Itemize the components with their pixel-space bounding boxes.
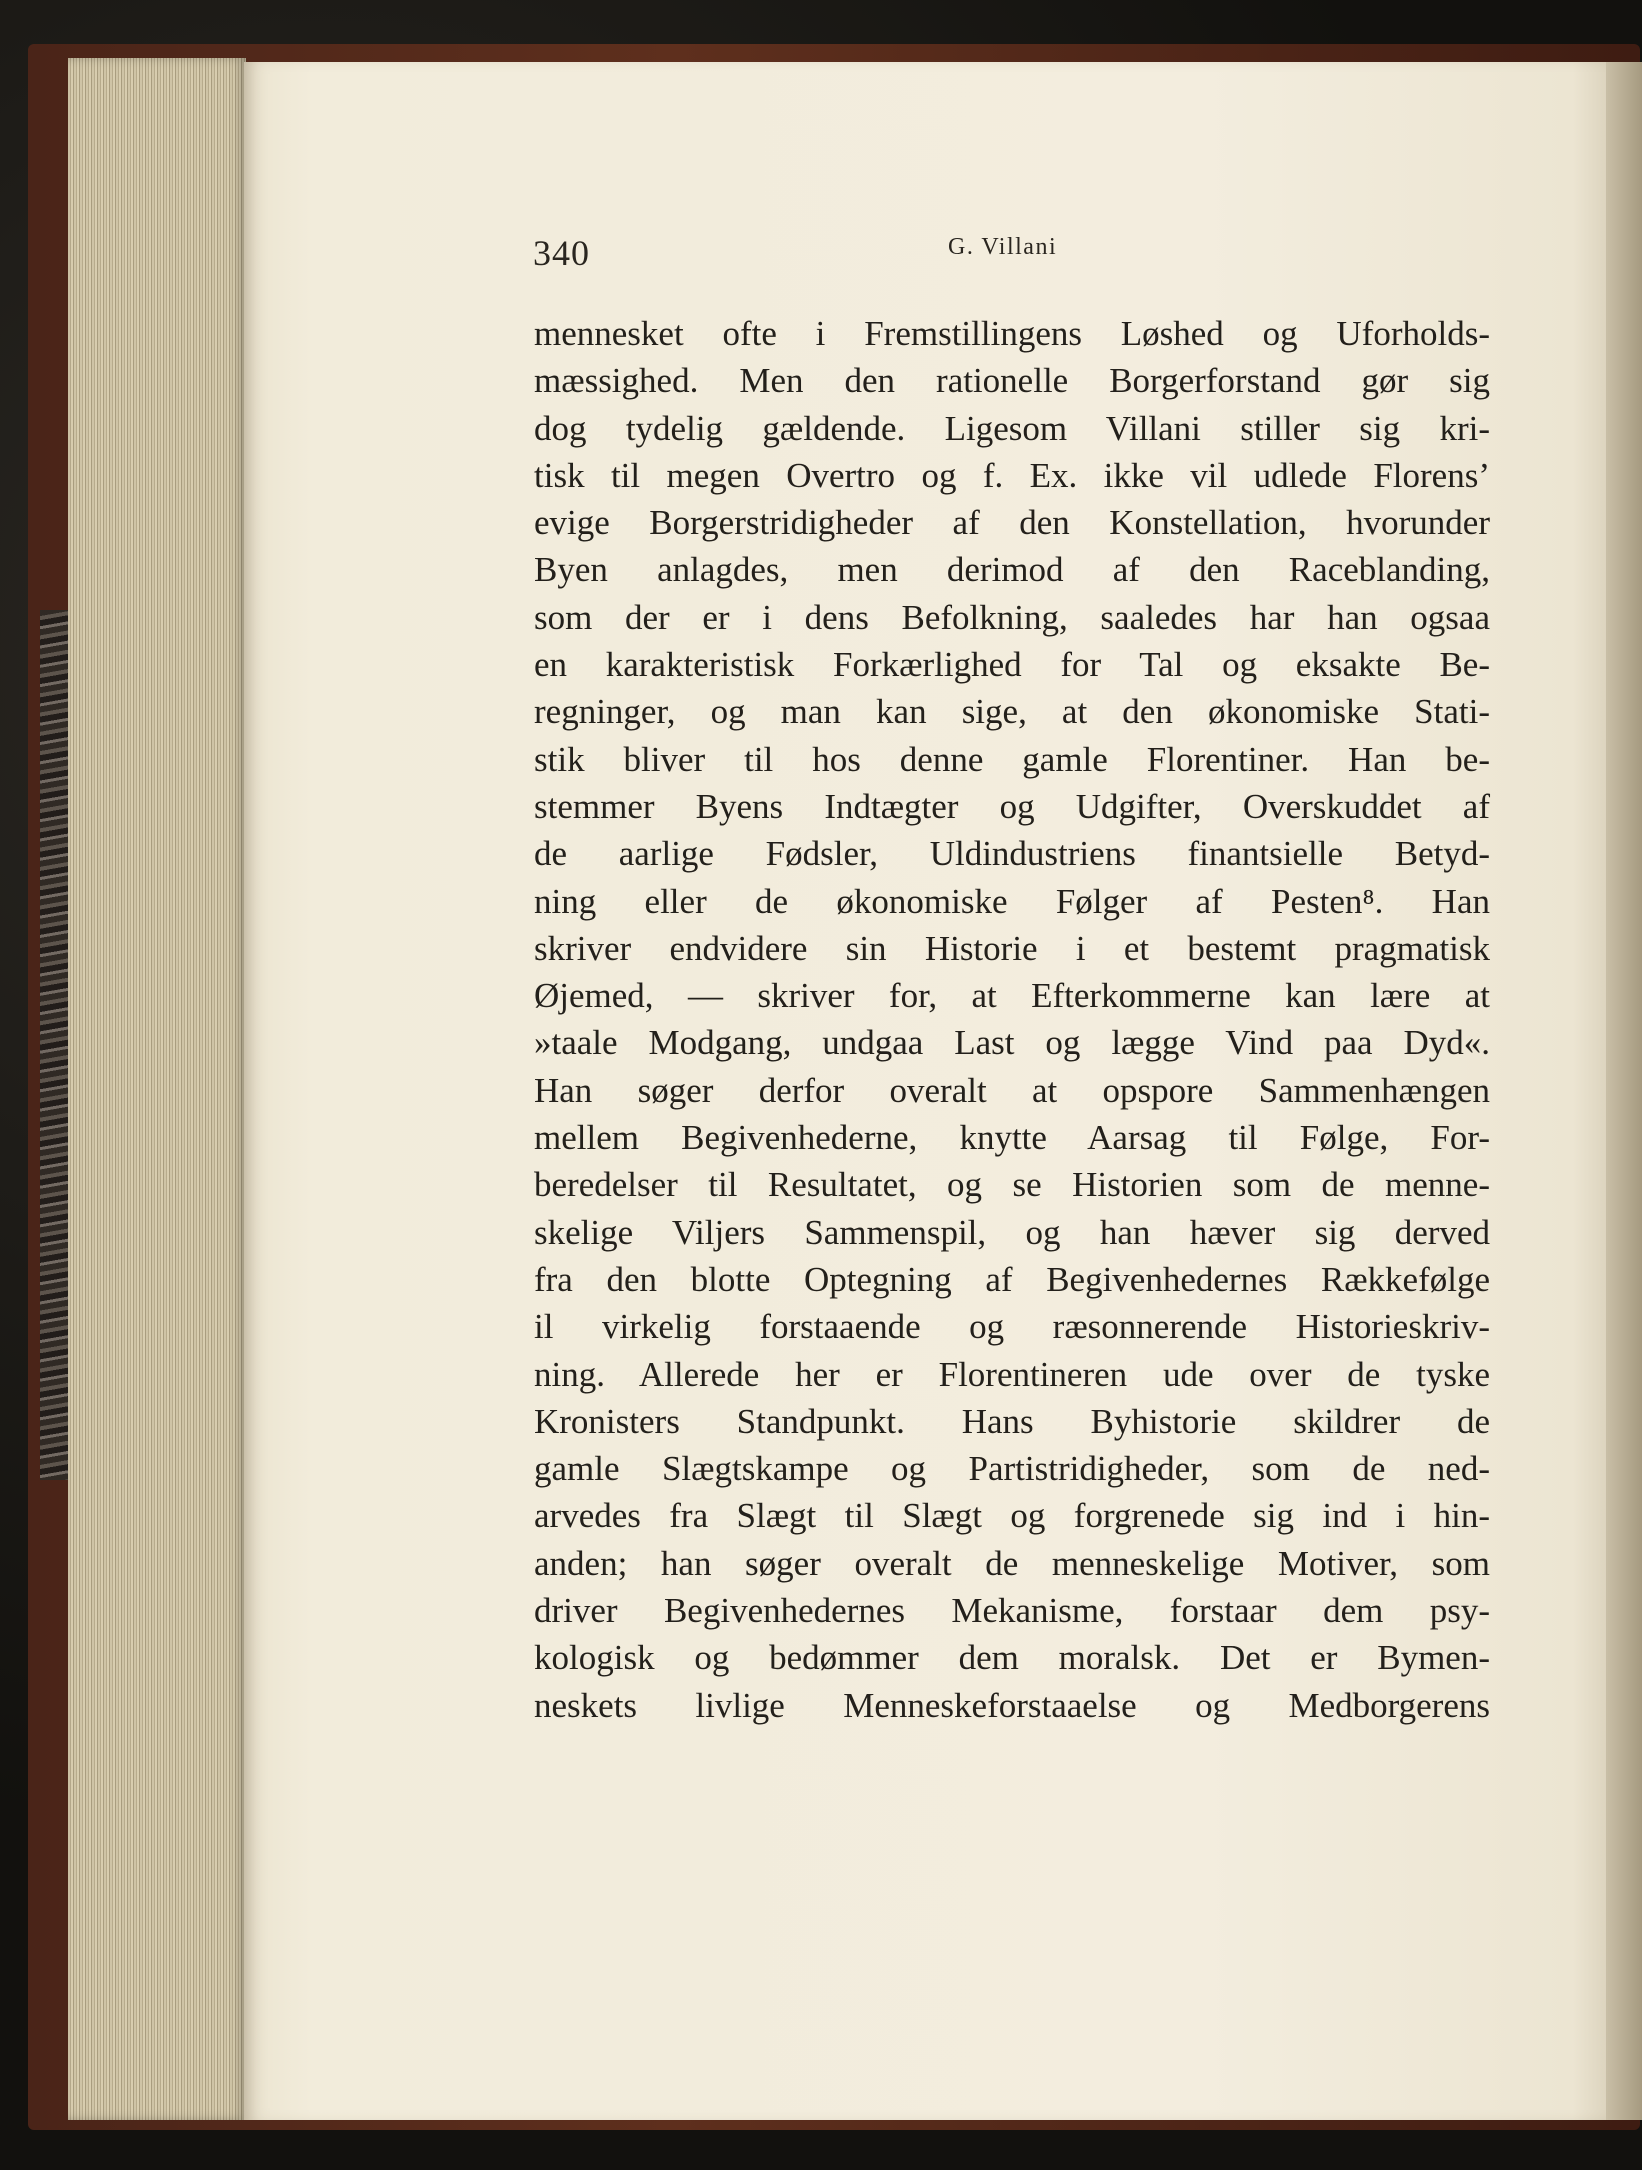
text-line: anden; han søger overalt de menneskelige Motiver, som — [534, 1543, 1490, 1583]
page-edges — [68, 58, 246, 2120]
text-line: dog tydelig gældende. Ligesom Villani stiller sig kri- — [534, 408, 1490, 448]
text-line: ning. Allerede her er Florentineren ude over de tyske — [534, 1354, 1490, 1394]
text-line: stemmer Byens Indtægter og Udgifter, Overskuddet af — [534, 786, 1490, 826]
text-line: beredelser til Resultatet, og se Historien som de menne- — [534, 1165, 1490, 1205]
text-line: som der er i dens Befolkning, saaledes har han ogsaa — [534, 597, 1490, 637]
text-line: en karakteristisk Forkærlighed for Tal og eksakte Be- — [534, 645, 1490, 685]
text-line: tisk til megen Overtro og f. Ex. ikke vil udlede Florens’ — [534, 455, 1490, 495]
text-line: skelige Viljers Sammenspil, og han hæver sig derved — [534, 1212, 1490, 1252]
text-line: ning eller de økonomiske Følger af Pesten⁸. Han — [534, 881, 1490, 921]
text-line: arvedes fra Slægt til Slægt og forgrenede sig ind i hin- — [534, 1496, 1490, 1536]
page-gutter — [1606, 62, 1642, 2120]
text-line: stik bliver til hos denne gamle Florentiner. Han be- — [534, 739, 1490, 779]
text-line: il virkelig forstaaende og ræsonnerende Historieskriv- — [534, 1307, 1490, 1347]
text-line: Øjemed, — skriver for, at Efterkommerne kan lære at — [534, 976, 1490, 1016]
text-line: skriver endvidere sin Historie i et bestemt pragmatisk — [534, 928, 1490, 968]
text-line: gamle Slægtskampe og Partistridigheder, som de ned- — [534, 1449, 1490, 1489]
text-line: regninger, og man kan sige, at den økonomiske Stati- — [534, 692, 1490, 732]
text-line: »taale Modgang, undgaa Last og lægge Vind paa Dyd«. — [534, 1023, 1490, 1063]
text-line: kologisk og bedømmer dem moralsk. Det er Bymen- — [534, 1638, 1490, 1678]
text-line: Han søger derfor overalt at opspore Sammenhængen — [534, 1070, 1490, 1110]
text-line: evige Borgerstridigheder af den Konstellation, hvorunder — [534, 503, 1490, 543]
text-line: mennesket ofte i Fremstillingens Løshed og Uforholds- — [534, 314, 1490, 353]
text-line: Byen anlagdes, men derimod af den Raceblanding, — [534, 550, 1490, 590]
text-line: mæssighed. Men den rationelle Borgerforstand gør sig — [534, 361, 1490, 401]
text-line: fra den blotte Optegning af Begivenhedernes Rækkefølge — [534, 1259, 1490, 1299]
text-line: mellem Begivenhederne, knytte Aarsag til Følge, For- — [534, 1118, 1490, 1158]
text-line: driver Begivenhedernes Mekanisme, forstaar dem psy- — [534, 1591, 1490, 1631]
page-number: 340 — [533, 233, 590, 273]
text-line: Kronisters Standpunkt. Hans Byhistorie skildrer de — [534, 1401, 1490, 1441]
body-text — [534, 310, 1490, 1729]
text-line: de aarlige Fødsler, Uldindustriens finantsielle Betyd- — [534, 834, 1490, 874]
text-line: neskets livlige Menneskeforstaaelse og Medborgerens — [534, 1685, 1490, 1725]
running-head: G. Villani — [948, 234, 1058, 260]
